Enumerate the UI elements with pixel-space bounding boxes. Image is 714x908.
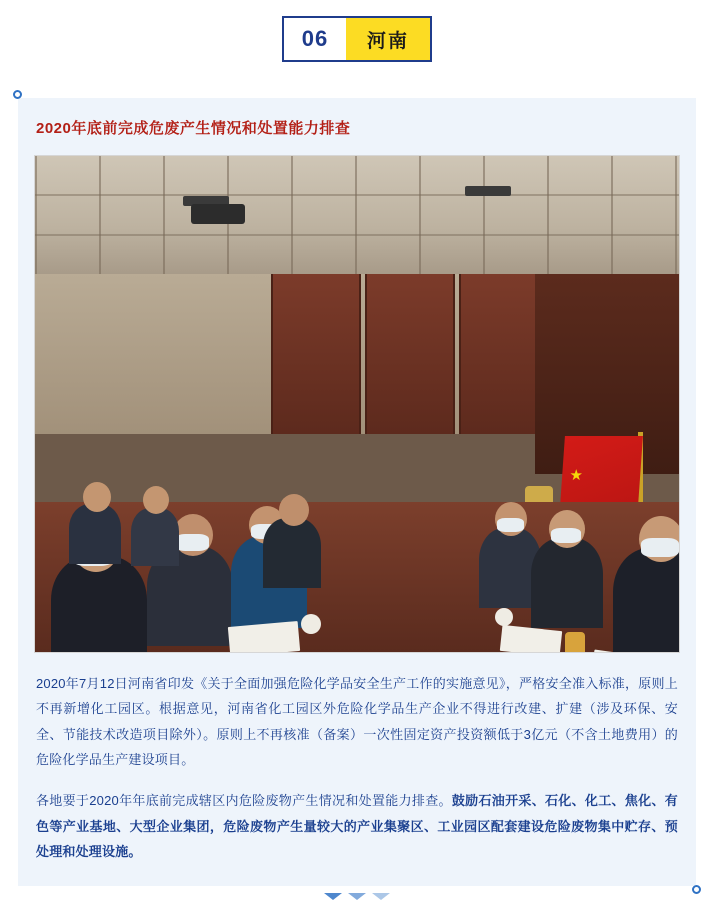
ceiling-light-icon [465, 186, 511, 196]
attendee-head [83, 482, 111, 512]
face-mask-icon [497, 518, 524, 532]
face-mask-icon [175, 534, 209, 551]
teacup-icon [495, 608, 513, 626]
chevron-down-icon [324, 893, 342, 900]
teacup-icon [301, 614, 321, 634]
page-header [0, 0, 714, 62]
footer-decoration [0, 893, 714, 900]
chevron-down-icon [348, 893, 366, 900]
paragraph-2-normal-text: 各地要于2020年年底前完成辖区内危险废物产生情况和处置能力排查。 [36, 793, 452, 809]
chevron-down-icon [372, 893, 390, 900]
article-paragraph-2 [36, 788, 678, 864]
projector-icon [191, 204, 245, 224]
attendee-head [143, 486, 169, 514]
face-mask-icon [641, 538, 679, 557]
article-title: 2020年底前完成危废产生情况和处置能力排查 [36, 120, 351, 137]
teacup-icon [565, 632, 585, 653]
wall-panel [365, 274, 455, 434]
conference-room-meeting-photo [34, 155, 680, 653]
attendee [531, 538, 603, 628]
badge-number: 06 [284, 18, 346, 60]
badge-province-name: 河南 [346, 18, 430, 60]
attendee [131, 508, 179, 566]
province-badge [282, 16, 432, 62]
attendee [613, 548, 680, 653]
attendee [263, 518, 321, 588]
article-paragraph-1: 2020年7月12日河南省印发《关于全面加强危险化学品安全生产工作的实施意见》，严格安全准入标准，原则上不再新增化工园区。根据意见，河南省化工园区外危险化学品生产企业不得进行改建、扩建（涉及环保、安全、节能技术改造项目除外）。原则上不再核准（备案）一次性固定资产投资额低于3亿元（不含土地费用）的危险化学品生产建设项目。 [36, 676, 678, 768]
paragraph-2-bold-text: 鼓励石油开采、石化、化工、焦化、有色等产业基地、大型企业集团，危险废物产生量较大的产业集聚区、工业园区配套建设危险废物集中贮存、预处理和处理设施。 [36, 793, 678, 860]
attendee [69, 504, 121, 564]
corner-dot-top-left-icon [13, 90, 22, 99]
wall-panel [271, 274, 361, 434]
document-on-table [228, 621, 300, 653]
flag-star-icon: ★ [569, 467, 583, 484]
ceiling-grid [35, 156, 679, 276]
attendee-head [279, 494, 309, 526]
face-mask-icon [551, 528, 581, 543]
content-card [18, 98, 696, 886]
